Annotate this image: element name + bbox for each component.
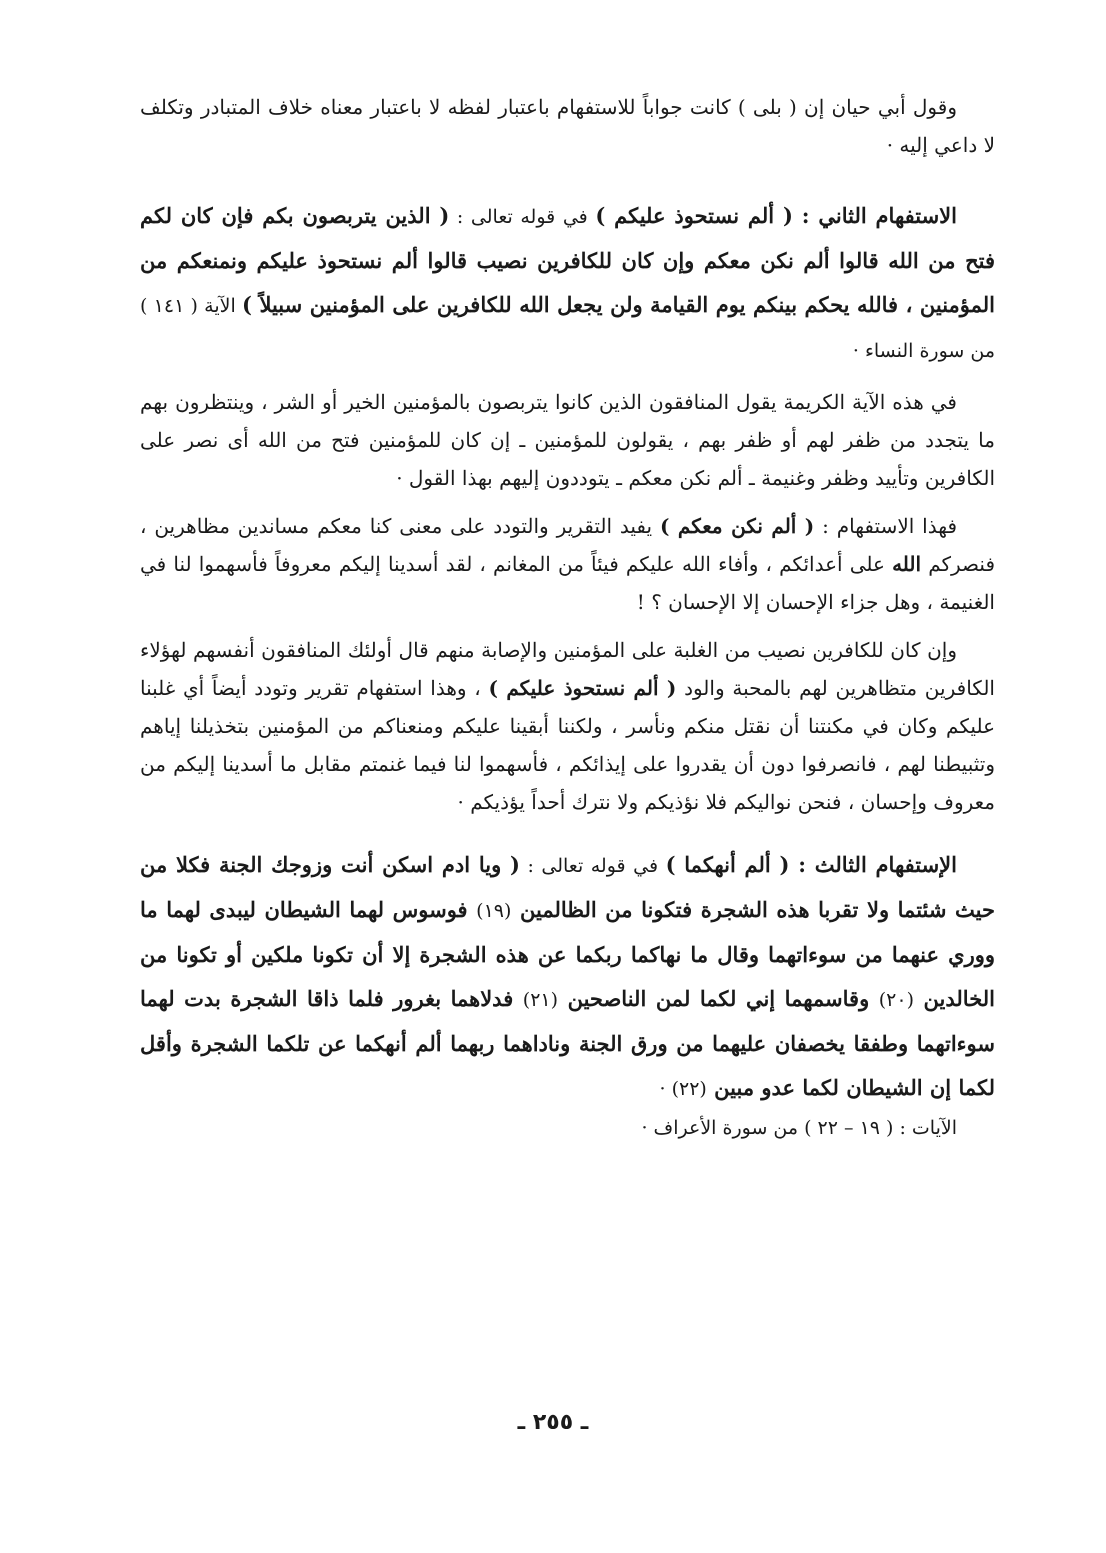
quran-verse-araf: وقاسمهما إني لكما لمن الناصحين <box>558 986 879 1011</box>
intro-phrase: في قوله تعالى : <box>449 206 596 228</box>
paragraph-second-question-meaning <box>140 631 995 821</box>
verse-number-20: (٢٠) <box>878 989 915 1011</box>
verse-number-19: (١٩) <box>476 900 512 922</box>
spacer <box>140 164 995 194</box>
divine-name: الله <box>892 552 922 576</box>
text-run: وإن كان للكافرين نصيب من الغلبة على المؤمنين والإصابة منهم قال أولئك المنافقون أنفسهم لهؤلاء الكافرين متظاهرين لهم بالمحبة والود <box>140 638 995 700</box>
text-run: فهذا الاستفهام : <box>814 514 958 538</box>
paragraph-third-question <box>140 843 995 1111</box>
paragraph-verse-explanation: في هذه الآية الكريمة يقول المنافقون الذين كانوا يتربصون بالمؤمنين الخير أو الشر ، وينتظرون بهم ما يتجدد من ظفر لهم أو ظفر بهم ، يقولون للمؤمنين ـ إن كان للمؤمنين فتح من الله أى نصر على الكافرين وتأييد وظفر وغنيمة ـ ألم نكن معكم ـ يتوددون إليهم بهذا القول · <box>140 390 995 490</box>
quran-verse-nisa: ( الذين يتربصون بكم فإن كان لكم فتح من الله قالوا ألم نكن معكم وإن كان للكافرين نصيب قالوا ألم نستحوذ عليكم ونمنعكم من المؤمنين ، فالله يحكم بينكم يوم القيامة ولن يجعل الله للكافرين على المؤمنين سبيلاً ) <box>140 203 995 317</box>
paragraph-second-question <box>140 194 995 373</box>
verse-reference-araf: الآيات : ( ١٩ – ٢٢ ) من سورة الأعراف · <box>641 1117 957 1139</box>
verse-number-21: (٢١) <box>522 989 559 1011</box>
text-run: يفيد التقرير والتودد على معنى كنا معكم مساندين مظاهرين ، فنصركم <box>140 514 996 576</box>
text-run: على أعدائكم ، وأفاء الله عليكم فيئاً من المغانم ، لقد أسدينا إليكم معروفاً فأسهموا لنا في الغنيمة ، وهل جزاء الإحسان إلا الإحسان ؟ ! <box>140 552 995 614</box>
verse-reference: الآية ( ١٤١ ) من سورة النساء · <box>140 295 995 362</box>
spacer <box>140 497 995 507</box>
spacer <box>140 621 995 631</box>
section-heading-third-question: الإستفهام الثالث : ( ألم أنهكما ) <box>665 852 957 877</box>
quoted-question: ( ألم نستحوذ عليكم ) <box>488 676 677 700</box>
text-run: ، وهذا استفهام تقرير وتودد أيضاً أي غلبنا عليكم وكان في مكنتنا أن نقتل منكم ونأسر ، ولكننا أبقينا عليكم ومنعناكم من المؤمنين بتخذيلنا إياهم وتثبيطنا لهم ، فانصرفوا دون أن يقدروا على إيذائكم ، فأسهموا لنا فيما غنمتم مقابل ما أسدينا إليكم من معروف وإحسان ، فنحن نواليكم فلا نؤذيكم ولا نترك أحداً يؤذيكم · <box>140 676 995 814</box>
verse-number-22: (٢٢) <box>671 1078 707 1100</box>
section-heading-second-question: الاستفهام الثاني : ( ألم نستحوذ عليكم ) <box>595 203 957 228</box>
quoted-question: ( ألم نكن معكم ) <box>659 514 815 538</box>
document-page <box>140 88 995 1145</box>
quran-verse-araf: فوسوس لهما الشيطان ليبدى لهما ما ووري عنهما من سوءاتهما وقال ما نهاكما ربكما عن هذه الشجرة إلا أن تكونا ملكين أو تكونا من الخالدين <box>140 897 995 1011</box>
quran-verse-araf: ( ويا ادم اسكن أنت وزوجك الجنة فكلا من حيث شئتما ولا تقربا هذه الشجرة فتكونا من الظالمين <box>140 852 995 922</box>
paragraph-first-question-meaning <box>140 507 995 621</box>
page-number: ـ ٢٥٥ ـ <box>517 1410 589 1435</box>
verse-end-mark: · <box>659 1078 672 1100</box>
intro-phrase: في قوله تعالى : <box>519 855 666 877</box>
quran-verse-araf: فدلاهما بغرور فلما ذاقا الشجرة بدت لهما سوءاتهما وطفقا يخصفان عليهما من ورق الجنة وناداهما ربهما ألم أنهكما عن تلكما الشجرة وأقل لكما إن الشيطان لكما عدو مبين <box>140 986 995 1100</box>
spacer <box>140 373 995 383</box>
spacer <box>140 821 995 843</box>
paragraph-abu-hayyan: وقول أبي حيان إن ( بلى ) كانت جواباً للاستفهام باعتبار لفظه لا باعتبار معناه خلاف المتبادر وتكلف لا داعي إليه · <box>140 95 995 157</box>
